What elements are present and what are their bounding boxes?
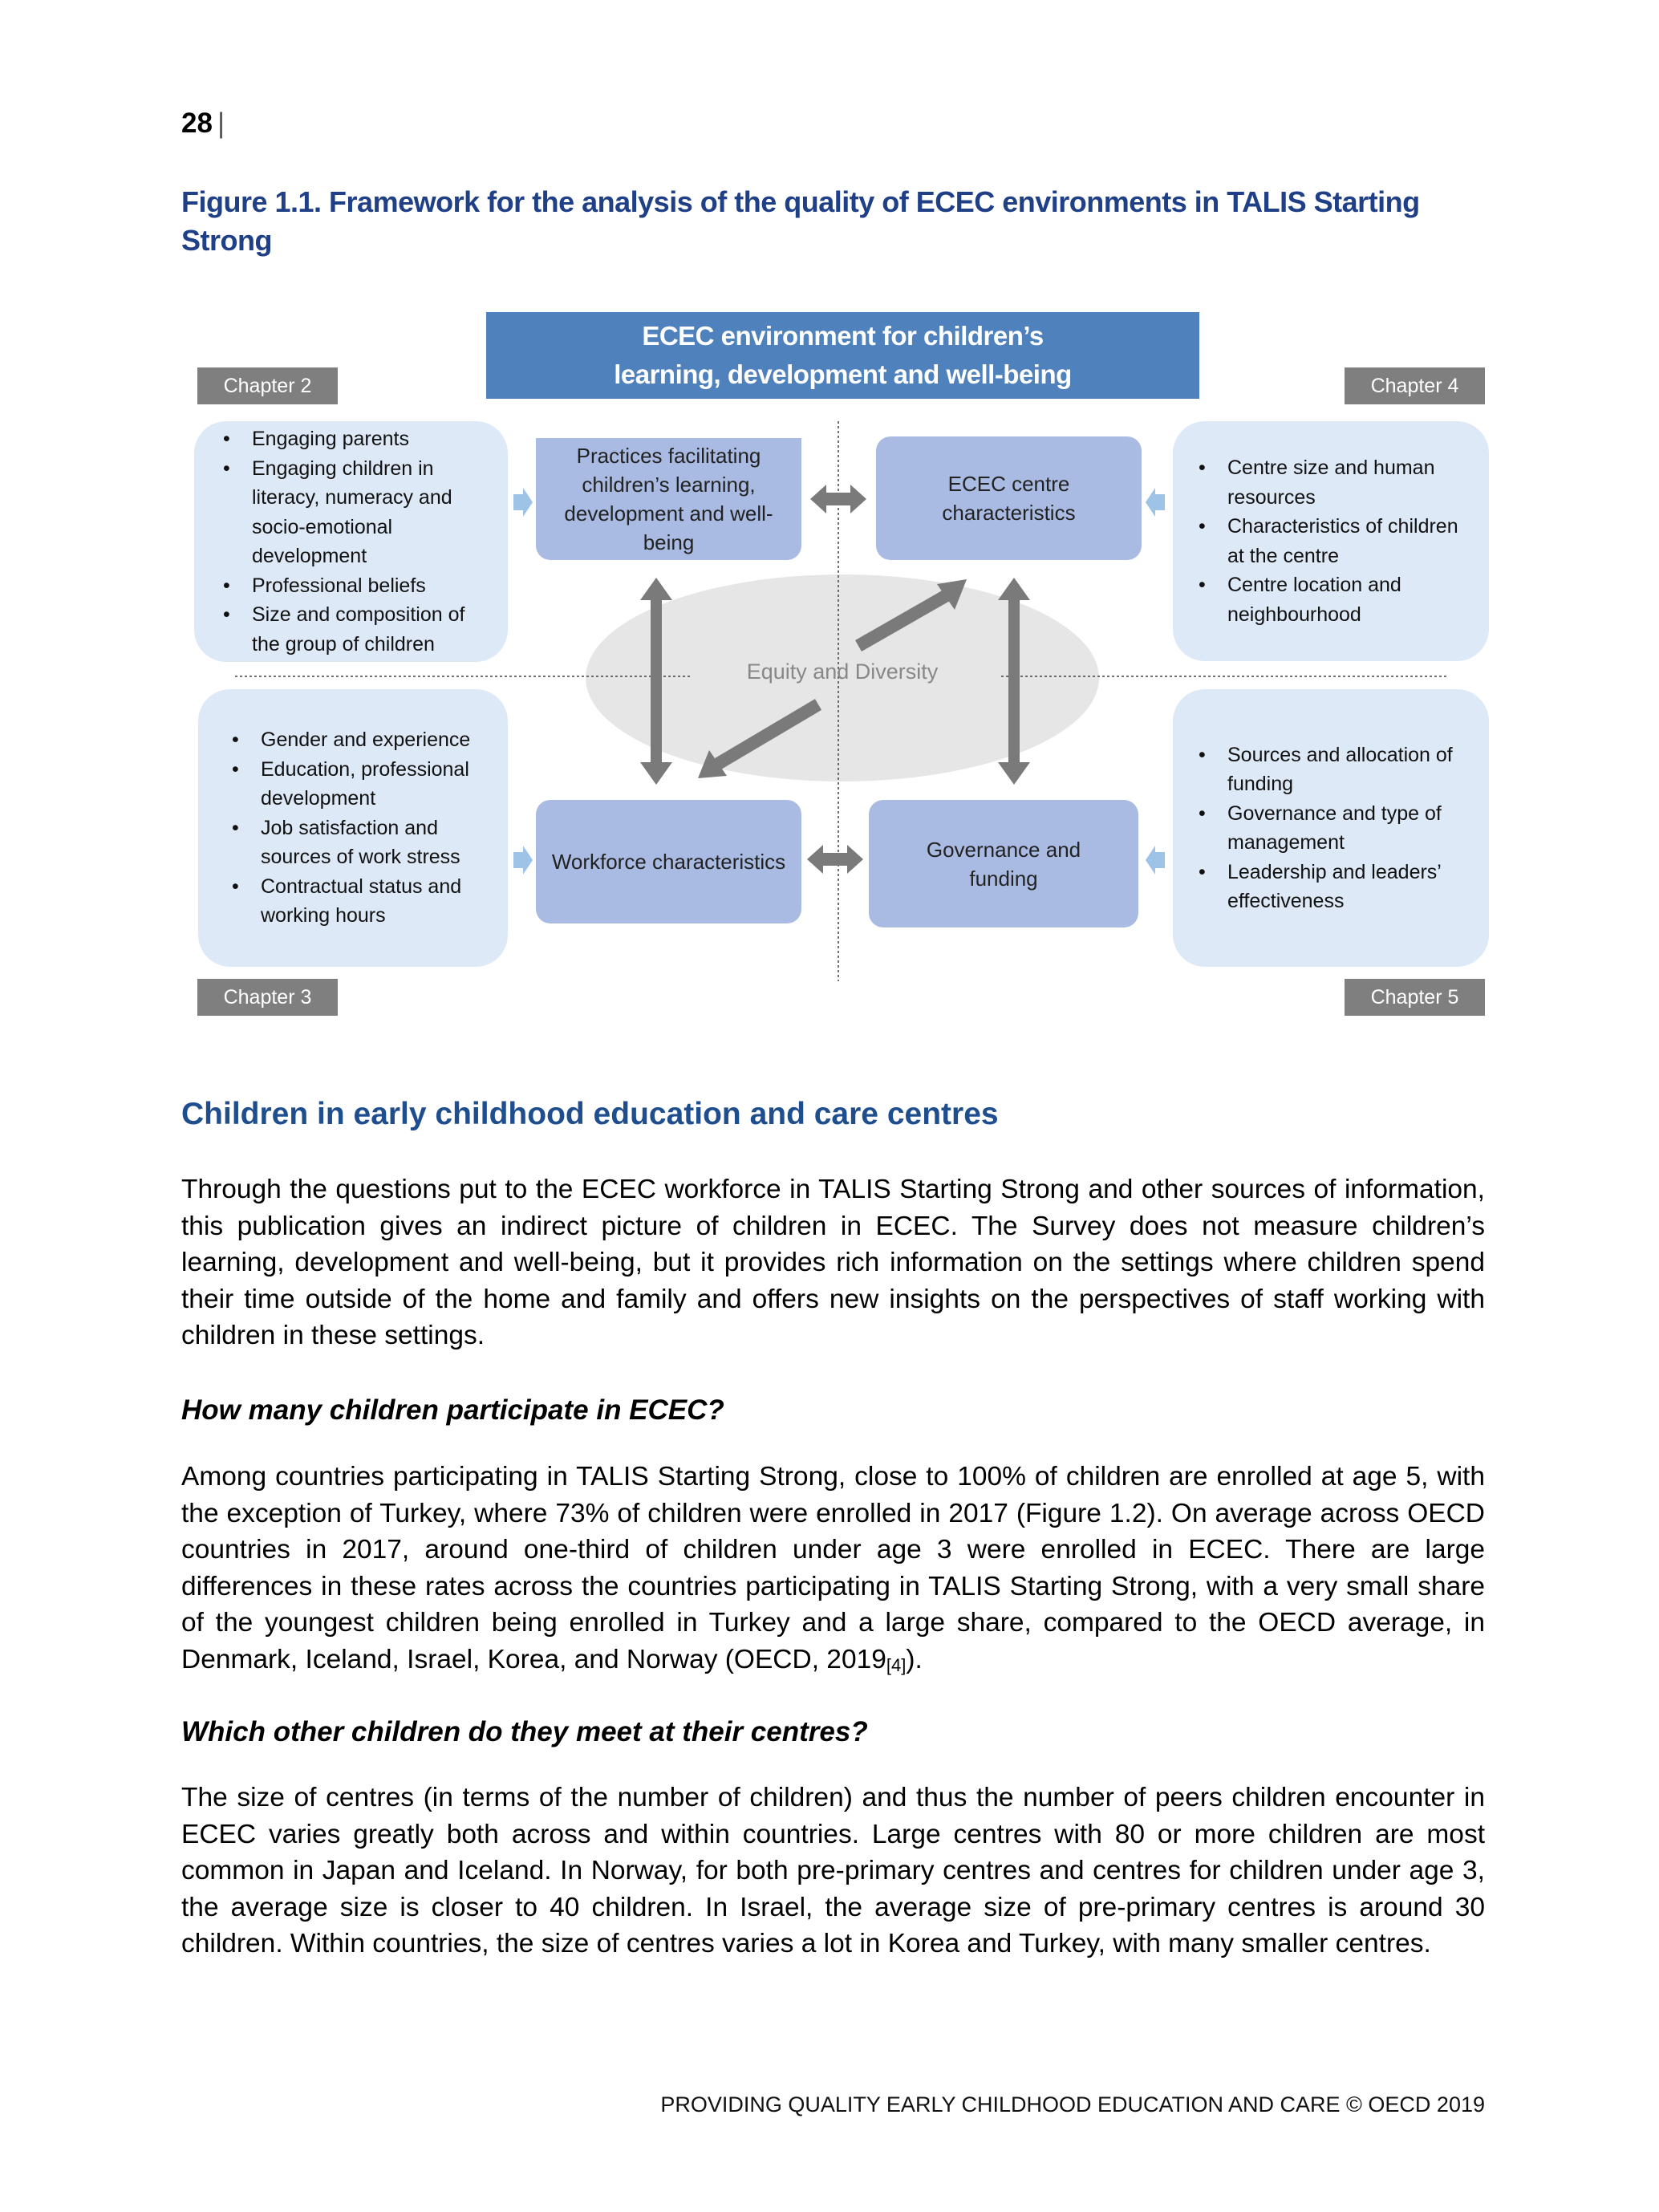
list-item: • Governance and type of management [1227, 799, 1474, 858]
list-item: • Job satisfaction and sources of work stress [261, 814, 492, 872]
list-item: • Engaging parents [252, 424, 492, 454]
double-arrow-bottom [807, 845, 863, 874]
list-item: • Centre size and human resources [1227, 453, 1474, 512]
list-item: • Sources and allocation of funding [1227, 741, 1474, 799]
list-item: • Size and composition of the group of children [252, 600, 492, 659]
participation-text-end: ). [906, 1644, 923, 1674]
list-item: • Professional beliefs [252, 571, 492, 601]
subheading-participation: How many children participate in ECEC? [181, 1394, 724, 1426]
page-number-value: 28 [181, 108, 213, 139]
list-item: • Gender and experience [261, 725, 492, 755]
intro-paragraph: Through the questions put to the ECEC workforce in TALIS Starting Strong and other sources of information, this publication gives an indirect picture of children in ECEC. The Survey does not measure children’s learning, development and well-being, but it provides rich information on the settings where children spend their time outside of the home and family and offers new insights on the perspectives of staff working with children in these settings. [181, 1175, 1485, 1350]
subheading-peers: Which other children do they meet at their centres? [181, 1716, 868, 1747]
section-heading: Children in early childhood education and care centres [181, 1097, 999, 1131]
diagram-header-text: ECEC environment for children’s learning, development and well-being [614, 321, 1072, 389]
small-arrow-icon [1146, 488, 1165, 517]
citation-link[interactable]: [4] [886, 1654, 907, 1675]
list-item: • Characteristics of children at the centre [1227, 512, 1474, 570]
list-item: • Education, professional development [261, 755, 492, 814]
chapter-4-tag: Chapter 4 [1345, 367, 1485, 404]
chapter-5-tag: Chapter 5 [1345, 979, 1485, 1016]
list-item: • Leadership and leaders’ effectiveness [1227, 858, 1474, 916]
practices-box: Practices facilitating children’s learning, development and well-being [536, 438, 801, 560]
centre-size-paragraph: The size of centres (in terms of the number of children) and thus the number of peers children encounter in ECEC varies greatly both across and within countries. Large centres with 80 or more children are most common in Japan and Iceland. In Norway, for both pre-primary centres and centres for children under age 3, the average size is closer to 40 children. In Israel, the average size of pre-primary centres is around 30 children. Within countries, the size of centres varies a lot in Korea and Turkey, with many smaller centres. [181, 1783, 1485, 1958]
workforce-box: Workforce characteristics [536, 800, 801, 923]
list-item: • Centre location and neighbourhood [1227, 570, 1474, 629]
governance-box: Governance and funding [869, 800, 1138, 927]
page-separator: | [217, 108, 225, 139]
list-item: • Contractual status and working hours [261, 872, 492, 931]
figure-title: Figure 1.1. Framework for the analysis of the quality of ECEC environments in TALIS Starting Strong [181, 185, 1420, 257]
page-footer: PROVIDING QUALITY EARLY CHILDHOOD EDUCATION AND CARE © OECD 2019 [660, 2092, 1485, 2117]
chapter-4-box [1173, 421, 1489, 661]
small-arrow-icon [513, 488, 533, 517]
chapter-3-tag: Chapter 3 [197, 979, 338, 1016]
chapter-2-box [194, 421, 508, 662]
participation-paragraph [181, 1459, 1485, 1683]
equity-diversity-label: Equity and Diversity [746, 660, 939, 684]
centre-characteristics-box: ECEC centre characteristics [876, 436, 1142, 560]
small-arrow-icon [1146, 846, 1165, 875]
participation-text: Among countries participating in TALIS Starting Strong, close to 100% of children are enrolled at age 5, with the exception of Turkey, where 73% of children were enrolled in 2017 (Figure 1.2). On average across OECD countries in 2017, around one-third of children under age 3 were enrolled in ECEC. There are large differences in these rates across the countries participating in TALIS Starting Strong, with a very small share of the youngest children being enrolled in Turkey and a large share, compared to the OECD average, in Denmark, Iceland, Israel, Korea, and Norway (OECD, 2019 [181, 1462, 1485, 1674]
chapter-2-tag: Chapter 2 [197, 367, 338, 404]
diagram-header [486, 312, 1199, 399]
chapter-5-box [1173, 689, 1489, 967]
small-arrow-icon [513, 846, 533, 875]
chapter-3-box [198, 689, 508, 967]
list-item: • Engaging children in literacy, numeracy and socio-emotional development [252, 454, 492, 571]
